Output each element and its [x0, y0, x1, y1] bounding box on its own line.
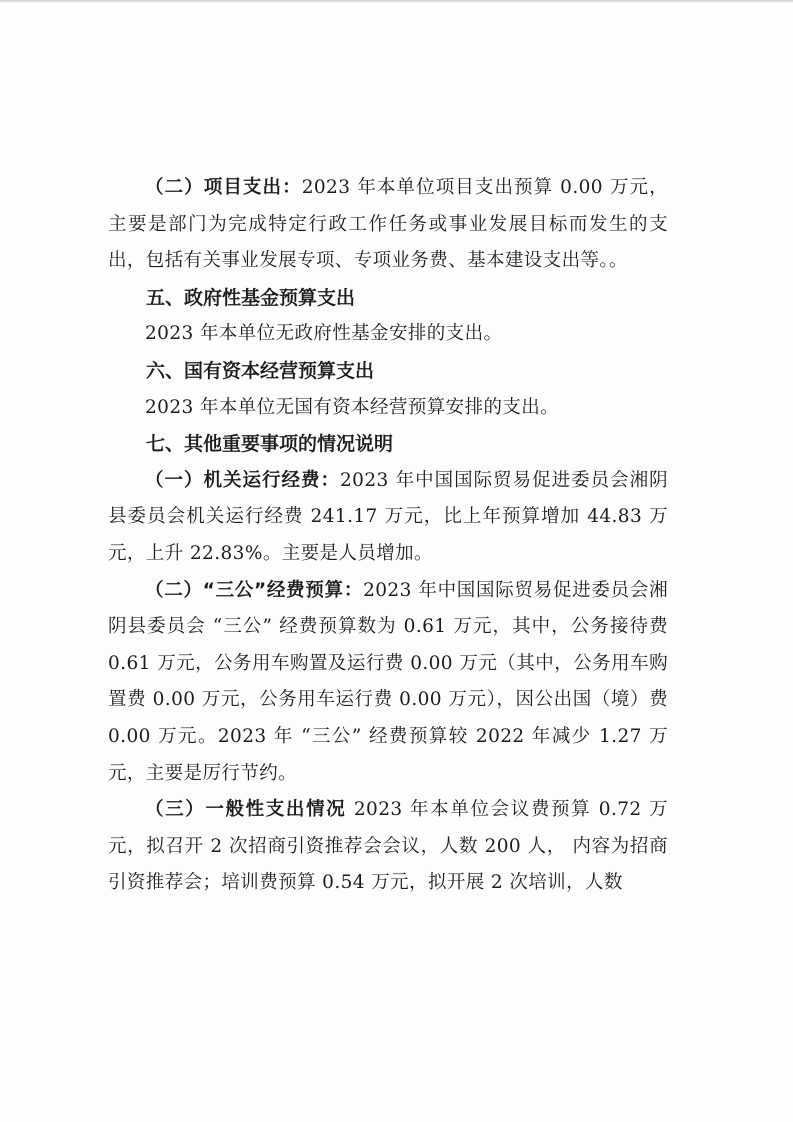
gov-fund-text: 2023 年本单位无政府性基金安排的支出。 — [145, 323, 503, 345]
gov-fund-heading: 五、政府性基金预算支出 — [146, 286, 356, 309]
operating-expense-text: 2023 年中国国际贸易促进委员会湘阴县委员会机关运行经费 241.17 万元，比上年预算增加 44.83 万元，上升 22.83%。主要是人员增加。 — [108, 469, 668, 564]
state-capital-heading: 六、国有资本经营预算支出 — [146, 359, 375, 382]
other-matters-heading: 七、其他重要事项的情况说明 — [146, 433, 394, 456]
project-expense-label: （二）项目支出： — [145, 177, 302, 198]
scan-edge — [0, 0, 793, 3]
operating-expense-label: （一）机关运行经费： — [145, 469, 341, 491]
general-expense-text: 2023 年本单位会议费预算 0.72 万元，拟召开 2 次招商引资推荐会会议，人数 200 人， 内容为招商引资推荐会；培训费预算 0.54 万元，拟开展 2 次培训，人数 — [108, 799, 668, 894]
three-public-text: 2023 年中国国际贸易促进委员会湘阴县委员会 “三公” 经费预算数为 0.61 万元，其中，公务接待费 0.61 万元，公务用车购置及运行费 0.00 万元（其中，公务用车购置费 0.00 万元，公务用车运行费 0.00 万元），因公出国（境）费 0.00 万元。2023 年 “三公” 经费预算较 2022 年减少 1.27 万元，主要是厉行节约。 — [108, 579, 668, 784]
operating-expense-paragraph — [108, 463, 668, 573]
general-expense-label: （三）一般性支出情况 — [145, 799, 347, 821]
state-capital-text: 2023 年本单位无国有资本经营预算安排的支出。 — [145, 396, 560, 418]
three-public-label: （二）“三公”经费预算： — [145, 579, 364, 601]
three-public-paragraph — [108, 573, 668, 793]
project-expense-text: 2023 年本单位项目支出预算 0.00 万元，主要是部门为完成特定行政工作任务或事业发展目标而发生的支出，包括有关事业发展专项、专项业务费、基本建设支出等。。 — [108, 177, 669, 272]
project-expense-paragraph — [108, 170, 668, 280]
general-expense-paragraph — [108, 792, 668, 902]
document-body — [108, 170, 668, 902]
